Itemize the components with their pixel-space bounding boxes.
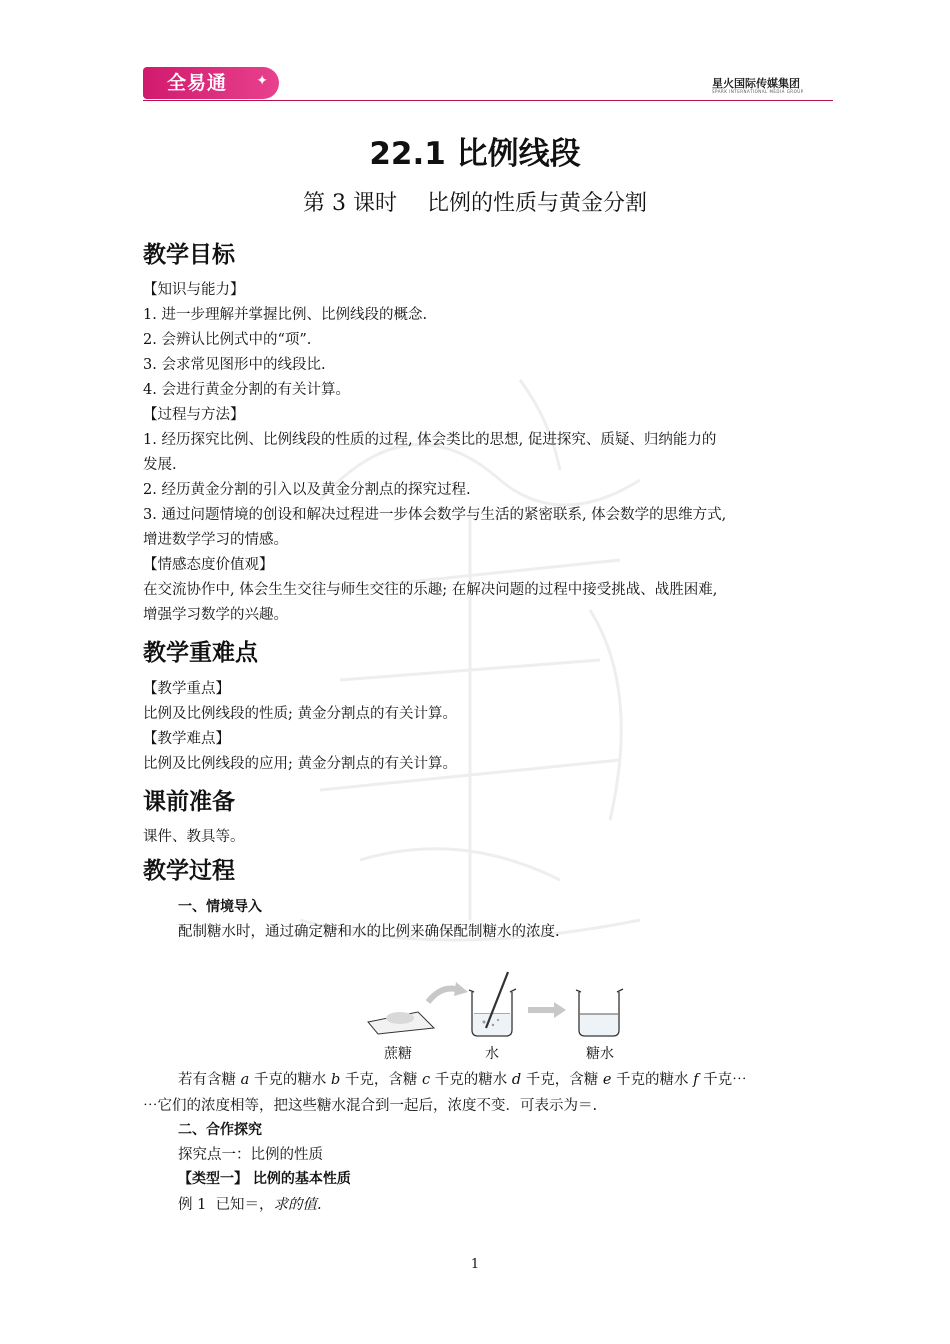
figure-label-water: 水 [485, 1046, 499, 1062]
lesson-topic: 比例的性质与黄金分割 [426, 191, 647, 216]
brand-logo [143, 67, 279, 99]
example-question: 求的值. [273, 1197, 322, 1213]
text-span: 千克的糖水 [430, 1072, 512, 1088]
figure-label-sugar-water: 糖水 [586, 1046, 614, 1062]
section-heading-prep: 课前准备 [143, 789, 235, 815]
publisher-name-en: SPARK INTERNATIONAL MEDIA GROUP [712, 89, 804, 94]
beaker-icon [576, 989, 623, 1036]
section-heading-process: 教学过程 [143, 858, 235, 884]
knowledge-item: 1. 进一步理解并掌握比例、比例线段的概念. [143, 307, 428, 323]
type1-heading [178, 1168, 351, 1188]
process-label: 【过程与方法】 [143, 407, 245, 423]
part2-title: 二、合作探究 [178, 1122, 262, 1138]
process-item: 3. 通过问题情境的创设和解决过程进一步体会数学与生活的紧密联系, 体会数学的思维方式, [143, 507, 727, 523]
watermark-graphic [260, 360, 680, 1000]
knowledge-item: 4. 会进行黄金分割的有关计算。 [143, 382, 350, 398]
sparkle-icon: ✦ [256, 73, 269, 89]
knowledge-item: 2. 会辨认比例式中的“项”. [143, 332, 312, 348]
lesson-number: 第 3 课时 [303, 191, 397, 216]
difficulty-label: 【教学难点】 [143, 731, 230, 747]
logo-text: 全易通 [167, 72, 228, 94]
text-span: 千克的糖水 [249, 1072, 331, 1088]
process-item: 1. 经历探究比例、比例线段的性质的过程, 体会类比的思想, 促进探究、质疑、归纳能力的 [143, 432, 717, 448]
knowledge-item: 3. 会求常见图形中的线段比. [143, 357, 326, 373]
variable: e [602, 1072, 612, 1088]
publisher-name: 星火国际传媒集团 [712, 77, 800, 90]
focus-label: 【教学重点】 [143, 681, 230, 697]
section-heading-key-points: 教学重难点 [143, 640, 258, 666]
difficulty-text: 比例及比例线段的应用; 黄金分割点的有关计算。 [143, 756, 457, 772]
text-span: 若有含糖 [178, 1072, 241, 1088]
sugar-icon [368, 1012, 434, 1034]
process-item: 2. 经历黄金分割的引入以及黄金分割点的探究过程. [143, 482, 471, 498]
variable: a [240, 1072, 250, 1088]
page-header [0, 0, 950, 110]
example-label: 例 1 [178, 1197, 207, 1213]
type1-title: 比例的基本性质 [252, 1171, 351, 1187]
variable: f [693, 1072, 699, 1088]
process-item: 增进数学学习的情感。 [143, 532, 288, 548]
section-heading-goals: 教学目标 [143, 242, 235, 268]
sugar-water-illustration [360, 970, 645, 1065]
knowledge-label: 【知识与能力】 [143, 282, 245, 298]
lesson-subtitle [0, 186, 950, 217]
text-span: 千克，含糖 [340, 1072, 422, 1088]
type1-label: 【类型一】 [178, 1171, 248, 1187]
variable: c [422, 1072, 431, 1088]
part1-text: 配制糖水时，通过确定糖和水的比例来确保配制糖水的浓度. [178, 924, 560, 940]
beaker-icon [469, 972, 516, 1036]
variable: b [330, 1072, 341, 1088]
header-divider [143, 100, 833, 101]
process-item: 发展. [143, 457, 177, 473]
emotion-item: 在交流协作中, 体会生生交往与师生交往的乐趣; 在解决问题的过程中接受挑战、战胜困难, [143, 582, 718, 598]
text-span: 千克，含糖 [521, 1072, 603, 1088]
page-title: 22.1 比例线段 [369, 136, 581, 172]
sugar-paragraph-line1 [178, 1068, 747, 1089]
figure-label-sugar: 蔗糖 [384, 1046, 412, 1062]
emotion-item: 增强学习数学的兴趣。 [143, 607, 288, 623]
example-1 [178, 1193, 322, 1214]
text-span: 千克的糖水 [611, 1072, 694, 1088]
variable: d [511, 1072, 522, 1088]
example-text: 已知＝， [215, 1197, 274, 1213]
focus-text: 比例及比例线段的性质; 黄金分割点的有关计算。 [143, 706, 457, 722]
part1-title: 一、情境导入 [178, 899, 262, 915]
emotion-label: 【情感态度价值观】 [143, 557, 274, 573]
explore-point-1: 探究点一：比例的性质 [178, 1147, 323, 1163]
text-span: 千克⋯ [698, 1072, 747, 1088]
prep-text: 课件、教具等。 [143, 829, 245, 845]
page-number: 1 [470, 1257, 480, 1272]
sugar-paragraph-line2: ⋯它们的浓度相等，把这些糖水混合到一起后，浓度不变．可表示为＝. [143, 1098, 598, 1114]
